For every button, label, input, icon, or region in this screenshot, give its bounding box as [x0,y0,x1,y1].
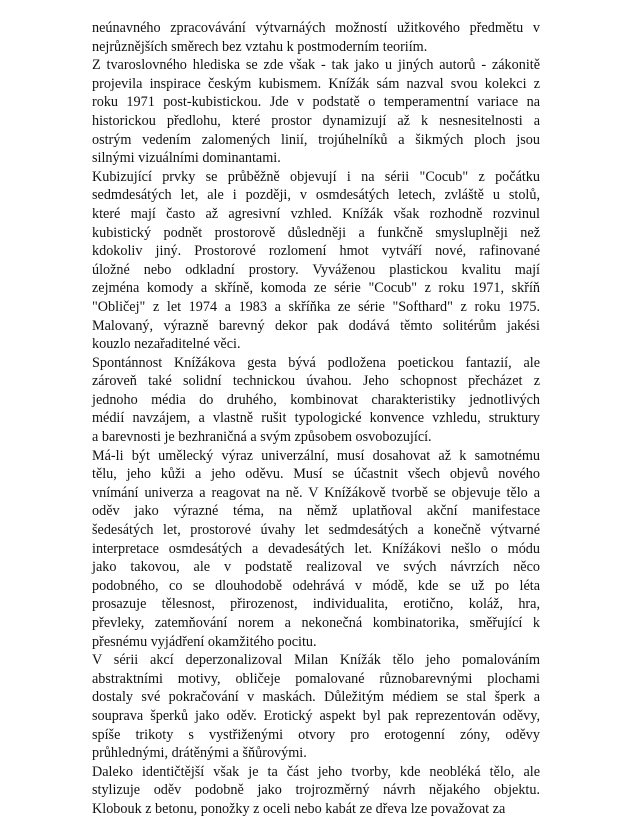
text-line: médií navzájem, a vlastně rušit typologické konvence vzhledu, struktury [92,410,540,427]
text-line: Daleko identičtější však je ta část jeho tvorby, kde neobléká tělo, ale [92,763,540,780]
text-line: vnímání univerza a reagovat na ně. V Knížákově tvorbě se objevuje tělo a [92,484,540,501]
paragraph [92,354,540,447]
text-line: přesnému vyjádření okamžitého pocitu. [92,633,317,650]
text-line: Klobouk z betonu, ponožky z oceli nebo kabát ze dřeva lze považovat za [92,800,506,817]
text-line: historickou předlohu, které prostor dynamizují až k nesnesitelnosti a [92,112,540,129]
text-line: Spontánnost Knížákova gesta bývá podložena poetickou fantazií, ale [92,354,540,371]
text-line: roku 1971 post-kubistickou. Jde v podstatě o temperamentní variace na [92,94,540,111]
paragraph [92,651,540,763]
text-line: kdokoliv jiný. Prostorové rozlomení hmot vytváří nové, rafinované [92,243,540,260]
text-line: tělu, jeho kůži a jeho oděvu. Musí se účastnit všech objevů nového [92,466,540,483]
text-line: oděv jako výrazné téma, na němž uplatňoval akční manifestace [92,503,540,520]
text-line: interpretace osmdesátých a devadesátých let. Knížákovi nešlo o módu [92,540,540,557]
text-line: šedesátých let, prostorové úvahy let sedmdesátých a konečně výtvarné [92,522,540,539]
text-line: kouzlo nezařaditelné věci. [92,336,241,353]
text-line: jednoho média do druhého, kombinovat charakteristiky jednotlivých [92,391,540,408]
text-line: neúnavného zpracovávání výtvarnáých možností užitkového předmětu v [92,20,540,36]
text-line: projevila inspirace českým kubismem. Knížák sám nazval svou kolekci z [92,75,540,92]
paragraph [92,447,540,652]
text-line: podobného, co se dlouhodobě odehrává v módě, kde se už po léta [92,577,540,594]
text-line: Kubizující prvky se průběžně objevují i na sérii "Cocub" z počátku [92,168,540,185]
text-line: Z tvaroslovného hlediska se zde však - tak jako u jiných autorů - zákonitě [92,57,540,74]
paragraph [92,763,540,819]
text-line: stylizuje oděv podobně jako trojrozměrný návrh nějakého objektu. [92,782,540,799]
text-line: sedmdesátých let, ale i později, v osmdesátých letech, zvláště u stolů, [92,187,540,204]
paragraph [92,19,540,56]
text-line: kubistický podnět prostorově důsledněji a funkčně smysluplněji než [92,224,540,241]
text-line: ostrým vedením zalomených linií, trojúhelníků a šikmých ploch jsou [92,131,540,148]
paragraph [92,56,540,168]
text-line: spíše trikoty s vystřiženými otvory pro erotogenní zóny, oděvy [92,726,540,743]
text-line: silnými vizuálními dominantami. [92,150,281,167]
text-line: zejména komody a skříně, komoda ze série "Cocub" z roku 1971, skříň [92,280,540,297]
paragraph [92,168,540,354]
text-line: které mají často až agresivní vzhled. Knížák však rozhodně rozvinul [92,205,540,222]
text-line: jako takovou, ale v podstatě realizoval ve svých návrzích něco [92,559,540,576]
text-line: a barevnosti je bezhraničná a svým způsobem osvobozující. [92,429,432,446]
text-line: prosazuje tělesnost, přirozenost, individualita, erotično, koláž, hra, [92,596,540,613]
text-line: "Obličej" z let 1974 a 1983 a skříňka ze série "Softhard" z roku 1975. [92,298,540,315]
text-line: úložné nebo odkladní prostory. Vyváženou plastickou kvalitu mají [92,261,540,278]
text-line: zároveň také solidní technickou úvahou. Jeho schopnost přecházet z [92,373,540,390]
text-line: souprava šperků jako oděv. Erotický aspekt byl pak reprezentován oděvy, [92,707,540,724]
body-text [92,19,540,819]
text-line: V sérii akcí deperzonalizoval Milan Knížák tělo jeho pomalováním [92,652,540,669]
text-line: Má-li být umělecký výraz univerzální, musí dosahovat až k samotnému [92,447,540,464]
text-line: Malovaný, výrazně barevný dekor pak dodává těmto solitérům jakési [92,317,540,334]
text-line: abstraktními motivy, obličeje pomalované různobarevnými plochami [92,670,540,687]
text-line: nejrůznějších směrech bez vztahu k postmoderním teoriím. [92,38,428,55]
text-line: průhlednými, drátěnými a šňůrovými. [92,745,307,762]
text-line: dostaly své pokračování v maskách. Důležitým médiem se stal šperk a [92,689,540,706]
text-line: převleky, zatemňování norem a nekonečná kombinatorika, směřující k [92,615,540,631]
